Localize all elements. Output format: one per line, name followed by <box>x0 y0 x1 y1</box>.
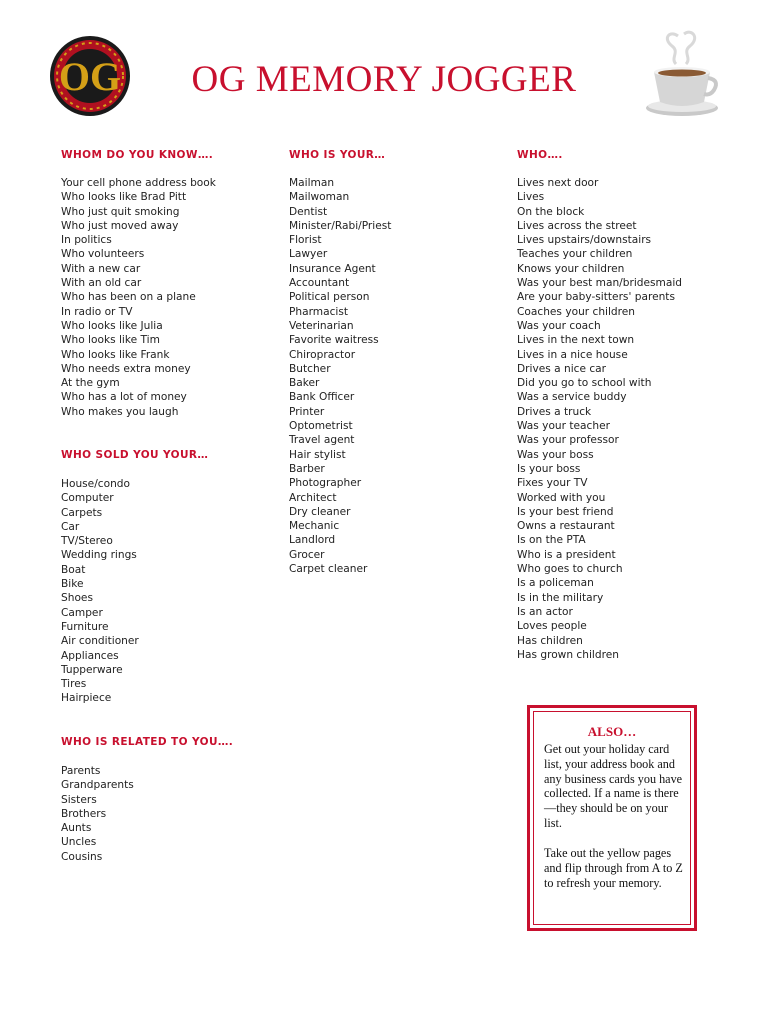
list-item: Grocer <box>289 548 325 561</box>
list-item: Is a policeman <box>517 577 594 590</box>
list-item: Dry cleaner <box>289 505 351 518</box>
list-item: Printer <box>289 405 325 418</box>
page-title: OG MEMORY JOGGER <box>191 59 577 100</box>
list-item: Baker <box>289 377 320 390</box>
list-item: Who has been on a plane <box>61 291 196 304</box>
also-title: ALSO… <box>587 724 637 739</box>
list-item: Has grown children <box>517 648 619 661</box>
also-paragraph-2: Take out the yellow pages and flip through from A to Z to refresh your memory. <box>544 846 683 890</box>
list-item: Was your teacher <box>517 420 610 433</box>
list-item: Is in the military <box>517 591 604 604</box>
list-item: Computer <box>61 492 114 505</box>
list-item: Car <box>61 520 80 533</box>
list-item: Lives <box>517 191 545 204</box>
list-item: Architect <box>289 491 337 504</box>
list-item: Bike <box>61 578 84 591</box>
list-item: Barber <box>289 462 325 475</box>
list-item: Travel agent <box>289 434 355 447</box>
list-item: Favorite waitress <box>289 334 379 347</box>
section-who <box>517 148 682 662</box>
list-item: Accountant <box>289 277 350 290</box>
section-whom-do-you-know <box>61 148 216 419</box>
list-item: At the gym <box>61 377 120 390</box>
item-list <box>61 176 216 419</box>
list-item: Owns a restaurant <box>517 520 615 533</box>
list-item: Carpets <box>61 506 103 519</box>
list-item: Drives a truck <box>517 405 592 418</box>
list-item: Mechanic <box>289 520 340 533</box>
list-item: On the block <box>517 205 585 218</box>
list-item: Photographer <box>289 477 362 490</box>
section-who-sold-you <box>61 448 208 706</box>
list-item: Chiropractor <box>289 348 356 361</box>
list-item: Lives next door <box>517 177 599 189</box>
coffee-cup-icon <box>640 28 722 120</box>
list-item: Brothers <box>61 807 107 820</box>
list-item: Mailman <box>289 177 335 189</box>
list-item: Uncles <box>61 836 97 849</box>
list-item: Who just quit smoking <box>61 205 180 218</box>
list-item: Who makes you laugh <box>61 405 179 418</box>
list-item: Air conditioner <box>61 635 139 648</box>
list-item: Was your professor <box>517 434 619 447</box>
list-item: Carpet cleaner <box>289 563 368 576</box>
list-item: Was a service buddy <box>517 391 627 404</box>
list-item: Who looks like Julia <box>61 319 163 332</box>
section-who-is-your <box>289 148 391 576</box>
list-item: Who goes to church <box>517 563 623 576</box>
list-item: Aunts <box>61 822 92 835</box>
list-item: Camper <box>61 606 103 619</box>
list-item: Worked with you <box>517 491 606 504</box>
section-heading: WHO IS RELATED TO YOU…. <box>61 736 234 748</box>
list-item: Are your baby-sitters' parents <box>517 291 675 304</box>
also-paragraph-1: Get out your holiday card list, your address book and any business cards you have collected. If a name is there—they should be on your list. <box>544 742 683 830</box>
list-item: Cousins <box>61 850 103 863</box>
list-item: Florist <box>289 234 322 247</box>
list-item: Optometrist <box>289 420 353 433</box>
list-item: Butcher <box>289 362 331 375</box>
list-item: Your cell phone address book <box>61 177 216 189</box>
list-item: Landlord <box>289 534 336 547</box>
item-list <box>61 764 233 864</box>
list-item: Minister/Rabi/Priest <box>289 219 392 232</box>
list-item: Is your best friend <box>517 505 614 518</box>
list-item: TV/Stereo <box>61 535 113 548</box>
list-item: Tires <box>61 678 87 691</box>
list-item: Mailwoman <box>289 191 350 204</box>
list-item: Veterinarian <box>289 319 354 332</box>
list-item: Was your coach <box>517 319 601 332</box>
list-item: Loves people <box>517 620 587 633</box>
list-item: Dentist <box>289 205 328 218</box>
list-item: Did you go to school with <box>517 377 652 390</box>
section-who-is-related <box>61 735 233 864</box>
list-item: With an old car <box>61 277 142 290</box>
list-item: Wedding rings <box>61 549 137 562</box>
list-item: Boat <box>61 563 86 576</box>
list-item: Was your best man/bridesmaid <box>517 277 683 290</box>
list-item: House/condo <box>61 478 130 490</box>
list-item: Lives across the street <box>517 219 637 232</box>
list-item: Lives upstairs/downstairs <box>517 234 652 247</box>
list-item: Who needs extra money <box>61 362 191 375</box>
list-item: Who looks like Frank <box>61 348 170 361</box>
list-item: Lawyer <box>289 248 328 261</box>
list-item: In politics <box>61 234 112 247</box>
list-item: Political person <box>289 291 370 304</box>
list-item: With a new car <box>61 262 141 275</box>
section-heading: WHO IS YOUR… <box>289 149 386 161</box>
item-list <box>61 477 208 706</box>
list-item: Hair stylist <box>289 448 346 461</box>
list-item: Was your boss <box>517 448 594 461</box>
list-item: Lives in a nice house <box>517 348 628 361</box>
list-item: Knows your children <box>517 262 625 275</box>
list-item: Is an actor <box>517 605 573 618</box>
list-item: Who volunteers <box>61 248 145 261</box>
section-heading: WHO SOLD YOU YOUR… <box>61 449 209 461</box>
list-item: Who has a lot of money <box>61 391 187 404</box>
list-item: Who is a president <box>517 548 616 561</box>
list-item: Drives a nice car <box>517 362 607 375</box>
list-item: Appliances <box>61 649 119 662</box>
list-item: Grandparents <box>61 779 134 792</box>
list-item: Tupperware <box>61 663 123 676</box>
item-list <box>289 176 391 576</box>
item-list <box>517 176 682 662</box>
list-item: Insurance Agent <box>289 262 376 275</box>
list-item: Furniture <box>61 620 109 633</box>
section-heading: WHO…. <box>517 149 563 161</box>
list-item: Fixes your TV <box>517 477 588 490</box>
also-callout-box <box>527 705 697 931</box>
list-item: Lives in the next town <box>517 334 635 347</box>
list-item: Hairpiece <box>61 692 112 705</box>
list-item: Is on the PTA <box>517 534 586 547</box>
list-item: Shoes <box>61 592 93 605</box>
list-item: Has children <box>517 634 583 647</box>
list-item: Teaches your children <box>517 248 633 261</box>
list-item: Who just moved away <box>61 219 179 232</box>
list-item: Bank Officer <box>289 391 355 404</box>
section-heading: WHOM DO YOU KNOW…. <box>61 149 214 161</box>
list-item: Is your boss <box>517 462 581 475</box>
list-item: Parents <box>61 765 101 777</box>
svg-text:OG: OG <box>58 54 122 99</box>
list-item: Coaches your children <box>517 305 636 318</box>
list-item: Pharmacist <box>289 305 349 318</box>
list-item: In radio or TV <box>61 305 133 318</box>
list-item: Who looks like Tim <box>61 334 160 347</box>
list-item: Sisters <box>61 793 97 806</box>
list-item: Who looks like Brad Pitt <box>61 191 187 204</box>
